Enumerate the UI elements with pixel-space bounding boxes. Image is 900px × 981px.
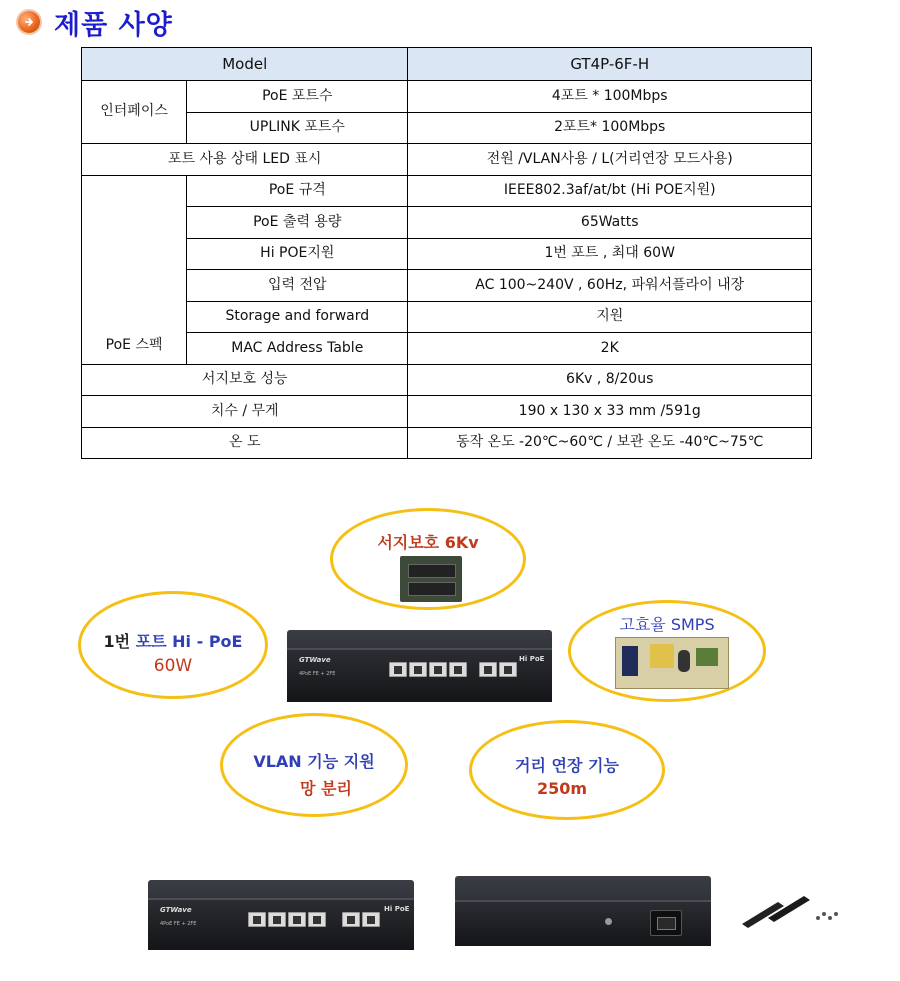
table-row xyxy=(82,270,812,302)
row-value: 2포트* 100Mbps xyxy=(408,112,812,144)
bubble-hipoe xyxy=(78,591,268,699)
arrow-right-circle-icon xyxy=(18,11,40,33)
rj45-port xyxy=(409,662,427,677)
smps-board-image xyxy=(615,637,729,689)
model-value: GT4P-6F-H xyxy=(408,48,812,81)
row-label: PoE 포트수 xyxy=(187,81,408,113)
spec-table xyxy=(81,47,812,459)
rj45-port xyxy=(248,912,266,927)
surge-chip-image xyxy=(400,556,462,602)
bubble-distance-line2: 250m xyxy=(536,779,588,798)
bubble-vlan-line1: VLAN 기능 지원 xyxy=(253,752,375,771)
rj45-port xyxy=(389,662,407,677)
bubble-hipoe-line2: 60W xyxy=(153,656,193,676)
row-label: UPLINK 포트수 xyxy=(187,112,408,144)
row-value: 2K xyxy=(408,333,812,365)
section-title-row xyxy=(18,4,173,40)
rack-bracket-photo xyxy=(738,892,842,930)
row-value: AC 100~240V , 60Hz, 파워서플라이 내장 xyxy=(408,270,812,302)
rj45-port xyxy=(499,662,517,677)
row-label: 서지보호 성능 xyxy=(82,364,408,396)
table-header-row xyxy=(82,48,812,81)
switch-front-photo xyxy=(148,880,414,950)
row-value: 지원 xyxy=(408,301,812,333)
bubble-distance-line1: 거리 연장 기능 xyxy=(515,756,619,775)
row-value: 6Kv , 8/20us xyxy=(408,364,812,396)
row-value: 190 x 130 x 33 mm /591g xyxy=(408,396,812,428)
row-value: 65Watts xyxy=(408,207,812,239)
device-label: Hi PoE xyxy=(519,655,545,663)
rj45-port xyxy=(308,912,326,927)
device-brand: GTWave xyxy=(160,906,192,914)
row-value: 4포트 * 100Mbps xyxy=(408,81,812,113)
bubble-vlan xyxy=(220,713,408,817)
interface-group-label: 인터페이스 xyxy=(82,81,187,144)
table-row xyxy=(82,144,812,176)
model-label: Model xyxy=(82,48,408,81)
table-row xyxy=(82,333,812,365)
table-row xyxy=(82,427,812,459)
table-row xyxy=(82,238,812,270)
row-label: PoE 규격 xyxy=(187,175,408,207)
row-value: IEEE802.3af/at/bt (Hi POE지원) xyxy=(408,175,812,207)
switch-rear-photo xyxy=(455,876,711,946)
device-label: Hi PoE xyxy=(384,905,410,913)
bubble-surge xyxy=(330,508,526,610)
table-row xyxy=(82,207,812,239)
bubble-smps xyxy=(568,600,766,702)
rj45-port xyxy=(342,912,360,927)
bubble-surge-text: 서지보호 6Kv xyxy=(377,533,479,552)
rj45-port xyxy=(268,912,286,927)
switch-front-image xyxy=(287,630,552,702)
rj45-port xyxy=(362,912,380,927)
bubble-distance xyxy=(469,720,665,820)
row-label: 입력 전압 xyxy=(187,270,408,302)
row-label: 포트 사용 상태 LED 표시 xyxy=(82,144,408,176)
rj45-port xyxy=(288,912,306,927)
ground-screw-icon xyxy=(605,918,612,925)
page-title: 제품 사양 xyxy=(54,9,173,41)
table-row xyxy=(82,364,812,396)
table-row xyxy=(82,301,812,333)
row-label: Hi POE지원 xyxy=(187,238,408,270)
table-row xyxy=(82,175,812,207)
device-model-text: 4PoE FE + 2FE xyxy=(160,921,197,927)
bubble-vlan-line2: 망 분리 xyxy=(300,779,352,798)
row-value: 1번 포트 , 최대 60W xyxy=(408,238,812,270)
rj45-port xyxy=(429,662,447,677)
bubble-hipoe-line1: 1번 포트 Hi - PoE xyxy=(103,632,243,651)
row-label: MAC Address Table xyxy=(187,333,408,365)
device-brand: GTWave xyxy=(299,656,331,664)
row-label: 온 도 xyxy=(82,427,408,459)
row-value: 전원 /VLAN사용 / L(거리연장 모드사용) xyxy=(408,144,812,176)
table-row xyxy=(82,112,812,144)
poe-spec-group-label: PoE 스펙 xyxy=(82,175,187,364)
table-row xyxy=(82,81,812,113)
row-label: 치수 / 무게 xyxy=(82,396,408,428)
row-label: PoE 출력 용량 xyxy=(187,207,408,239)
row-value: 동작 온도 -20℃~60℃ / 보관 온도 -40℃~75℃ xyxy=(408,427,812,459)
bubble-smps-text: 고효율 SMPS xyxy=(619,615,715,634)
table-row xyxy=(82,396,812,428)
device-model-text: 4PoE FE + 2FE xyxy=(299,671,336,677)
power-socket-icon xyxy=(650,910,682,936)
rj45-port xyxy=(479,662,497,677)
row-label: Storage and forward xyxy=(187,301,408,333)
rj45-port xyxy=(449,662,467,677)
